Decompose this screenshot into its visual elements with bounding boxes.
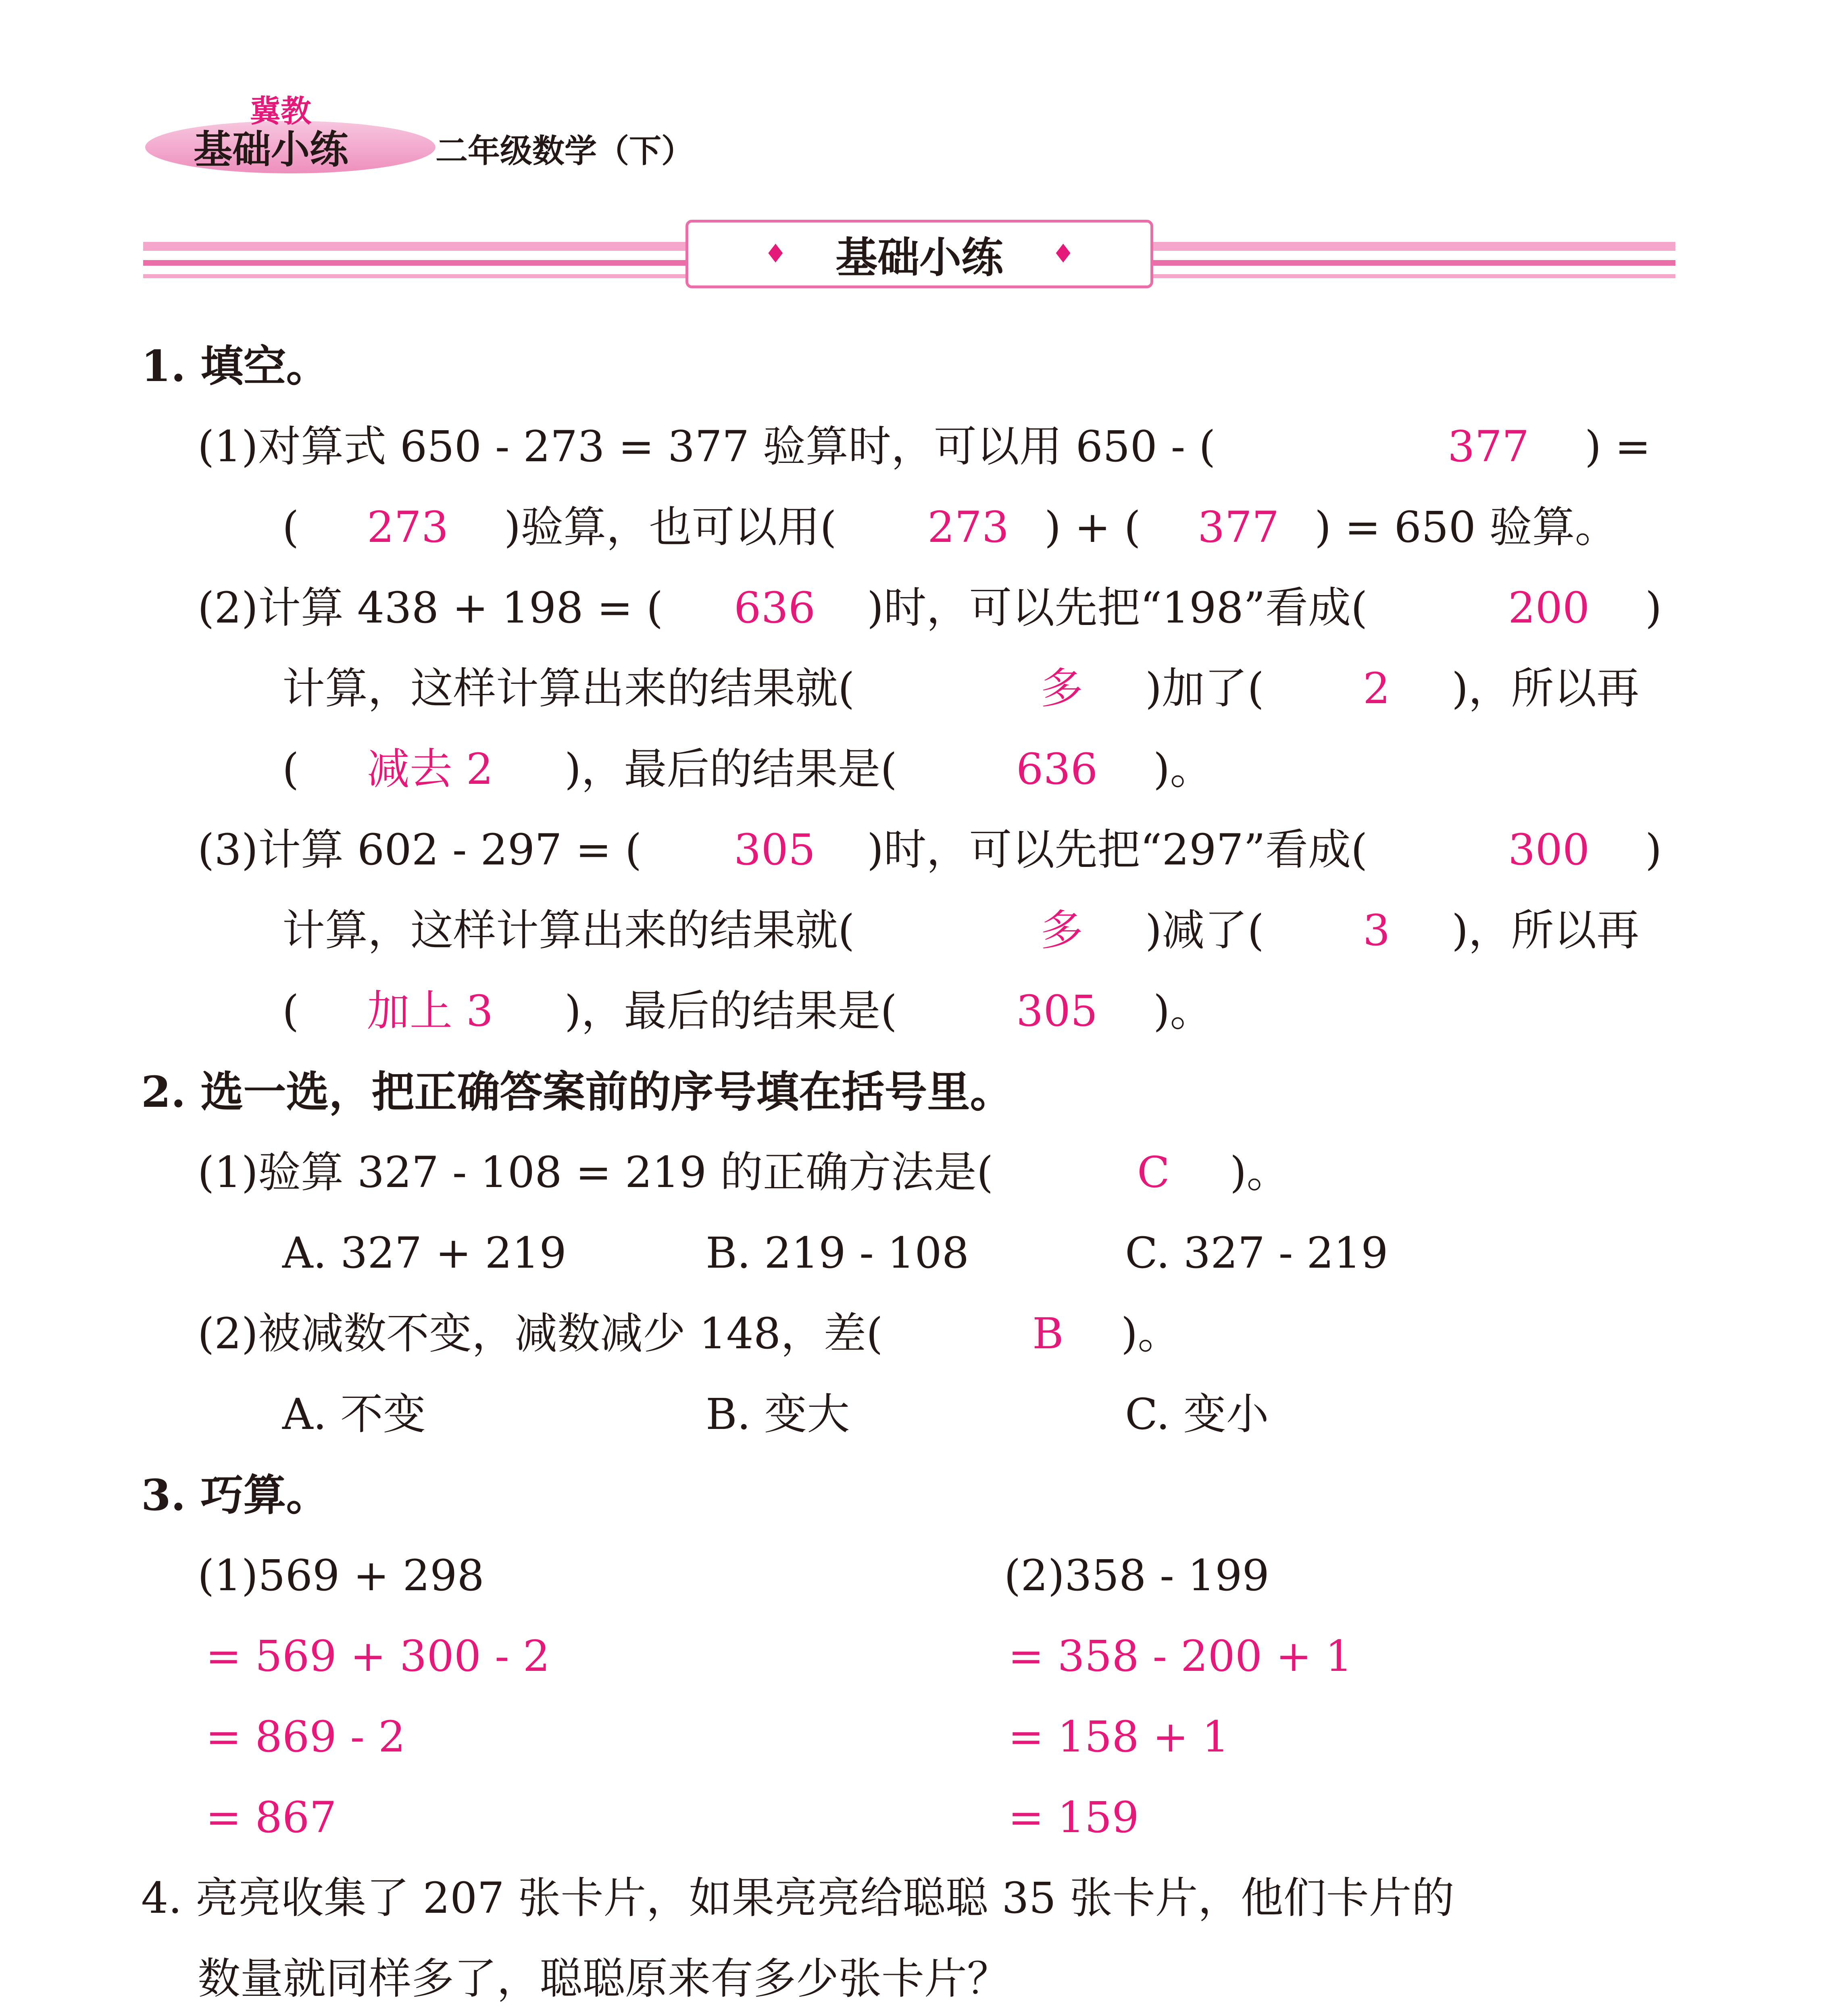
q1-p2-line2c: )，所以再 [1452,664,1640,713]
q3-right-expr: (2)358 - 199 [1004,1551,1269,1600]
q3-right-step: = 358 - 200 + 1 [1008,1631,1353,1681]
q1-p1-line2c: ) = 650 验算。 [1315,502,1618,552]
q3-right-step: = 159 [1008,1793,1139,1842]
section-title-box [685,220,1153,288]
q1-p3-line3: )，最后的结果是( [565,986,897,1036]
section-title: 基础小练 [835,233,1003,282]
paren: ( [282,502,299,552]
q1-p3-line1b: )时，可以先把“297”看成( [867,825,1368,875]
q1-p3-line2b: )减了( [1145,906,1264,955]
answer: C [1137,1148,1170,1197]
answer: B [1032,1309,1064,1358]
q1-p1-line1: (1)对算式 650 - 273 = 377 验算时，可以用 650 - ( [198,422,1216,471]
q2-p2: (2)被减数不变，减数减少 148，差( [198,1309,883,1358]
answer: 减去 2 [367,744,494,794]
q1-p2-line2b: )加了( [1145,664,1264,713]
paren: ) [1645,825,1662,875]
q2-p1-end: )。 [1230,1148,1290,1197]
answer: 377 [1448,422,1529,471]
q1-p1-line2: )验算，也可以用( [504,502,837,552]
option: A. 不变 [282,1389,426,1439]
series-label: 基础小练 [194,127,348,172]
answer: 2 [1363,664,1390,713]
q2-title: 2. 选一选，把正确答案前的序号填在括号里。 [141,1066,1013,1117]
q2-p1: (1)验算 327 - 108 = 219 的正确方法是( [198,1148,994,1197]
q3-right-step: = 158 + 1 [1008,1712,1229,1762]
q3-left-expr: (1)569 + 298 [198,1551,484,1600]
q1-p2-line2: 计算，这样计算出来的结果就( [282,664,855,713]
q1-p2-line1: (2)计算 438 + 198 = ( [198,583,663,633]
answer: 多 [1040,906,1083,955]
answer: 200 [1508,583,1590,633]
answer: 273 [927,502,1009,552]
q4-question-line: 数量就同样多了，聪聪原来有多少张卡片？ [198,1954,1010,2004]
answer: 305 [1016,986,1098,1036]
paren: ( [282,986,299,1036]
q2-p2-end: )。 [1121,1309,1181,1358]
option: A. 327 + 219 [282,1228,567,1278]
q1-p2-line3-end: )。 [1153,744,1213,794]
q3-title: 3. 巧算。 [141,1470,329,1520]
q3-left-step: = 867 [206,1793,337,1842]
answer: 3 [1363,906,1390,955]
answer: 377 [1198,502,1279,552]
diamond-icon: ♦ [764,239,787,269]
diamond-icon: ♦ [1052,239,1075,269]
option: B. 变大 [706,1389,850,1439]
q1-p2-line1b: )时，可以先把“198”看成( [867,583,1368,633]
answer: 636 [1016,744,1098,794]
answer: 273 [367,502,449,552]
answer: 加上 3 [367,986,494,1036]
answer: 多 [1040,664,1083,713]
q3-left-step: = 569 + 300 - 2 [206,1631,550,1681]
q1-p1-line2b: ) + ( [1044,502,1141,552]
option: B. 219 - 108 [706,1228,969,1278]
grade-label: 二年级数学（下） [435,132,694,170]
paren: ) [1645,583,1662,633]
q1-p3-line1: (3)计算 602 - 297 = ( [198,825,642,875]
publisher-label: 冀教 [250,93,311,129]
q1-title: 1. 填空。 [141,341,329,391]
q1-p1-line1-end: ) = [1585,422,1651,471]
q1-p2-line3: )，最后的结果是( [565,744,897,794]
answer: 305 [734,825,816,875]
option: C. 变小 [1125,1389,1269,1439]
answer: 636 [734,583,816,633]
q3-left-step: = 869 - 2 [206,1712,406,1762]
q1-p3-line2c: )，所以再 [1452,906,1640,955]
answer: 300 [1508,825,1590,875]
option: C. 327 - 219 [1125,1228,1388,1278]
q1-p3-line3-end: )。 [1153,986,1213,1036]
q4-question-line: 4. 亮亮收集了 207 张卡片，如果亮亮给聪聪 35 张卡片，他们卡片的 [141,1873,1454,1923]
q1-p3-line2: 计算，这样计算出来的结果就( [282,906,855,955]
paren: ( [282,744,299,794]
